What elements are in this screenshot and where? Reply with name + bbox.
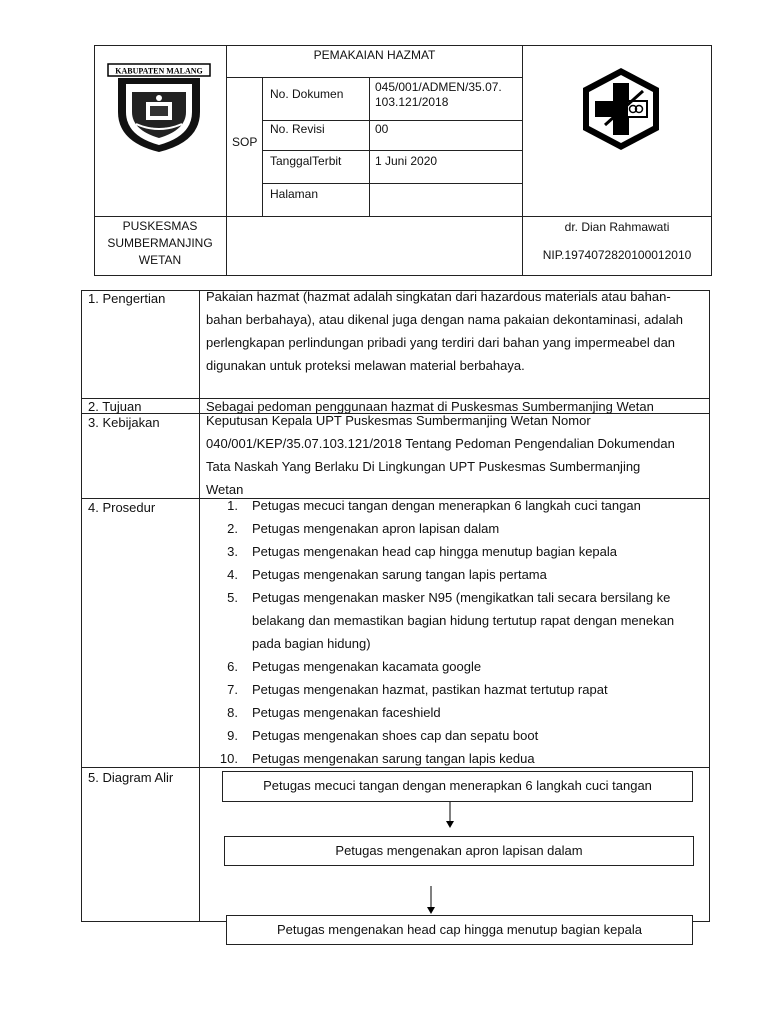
step-text: Petugas mengenakan hazmat, pastikan hazmat tertutup rapat — [252, 682, 608, 697]
step-item — [200, 517, 700, 540]
no-dokumen-value: 045/001/ADMEN/35.07. 103.121/2018 — [375, 80, 502, 109]
tujuan-label: 2. Tujuan — [88, 399, 142, 414]
step-number: 8. — [227, 705, 238, 720]
flow-box-2: Petugas mengenakan apron lapisan dalam — [224, 836, 694, 866]
logo-text: KABUPATEN MALANG — [115, 66, 203, 76]
signer-nip: NIP.1974072820100012010 — [542, 248, 692, 262]
kebijakan-label: 3. Kebijakan — [88, 415, 160, 430]
step-item — [200, 655, 700, 678]
tanggal-terbit-label: TanggalTerbit — [270, 154, 342, 168]
step-number: 3. — [227, 544, 238, 559]
step-number: 7. — [227, 682, 238, 697]
step-number: 9. — [227, 728, 238, 743]
step-number: 1. — [227, 498, 238, 513]
halaman-label: Halaman — [270, 187, 319, 201]
kabupaten-malang-logo — [106, 62, 212, 154]
no-revisi-value: 00 — [375, 122, 389, 136]
step-item — [200, 747, 700, 770]
step-text: Petugas mengenakan head cap hingga menutup bagian kepala — [252, 544, 618, 559]
document-title: PEMAKAIAN HAZMAT — [313, 48, 436, 62]
flow-box-1: Petugas mecuci tangan dengan menerapkan 6 langkah cuci tangan — [222, 771, 693, 802]
step-item — [200, 678, 700, 701]
step-number: 2. — [227, 521, 238, 536]
step-text: Petugas mengenakan apron lapisan dalam — [252, 521, 500, 536]
step-number: 4. — [227, 567, 238, 582]
step-item — [200, 586, 700, 655]
flow-box-3: Petugas mengenakan head cap hingga menutup bagian kepala — [226, 915, 693, 945]
flow-arrow-1 — [444, 802, 456, 828]
step-item — [200, 701, 700, 724]
kebijakan-text: Keputusan Kepala UPT Puskesmas Sumbermanjing Wetan Nomor 040/001/KEP/35.07.103.121/2018 Tentang Pedoman Pengendalian Dokumendan Tata Naskah Yang Berlaku Di Lingkungan UPT Puskesmas Sumbermanjing Wetan — [206, 413, 675, 497]
step-item — [200, 563, 700, 586]
no-revisi-label: No. Revisi — [270, 122, 325, 136]
step-number: 10. — [219, 751, 238, 766]
step-text: Petugas mengenakan masker N95 (mengikatkan tali secara bersilang ke belakang dan memastikan bagian hidung tertutup rapat dengan menekan pada bagian hidung) — [252, 590, 675, 651]
step-item — [200, 494, 700, 517]
step-item — [200, 540, 700, 563]
tujuan-text: Sebagai pedoman penggunaan hazmat di Puskesmas Sumbermanjing Wetan — [206, 399, 654, 414]
step-text: Petugas mengenakan kacamata google — [252, 659, 482, 674]
signer-name: dr. Dian Rahmawati — [564, 220, 670, 234]
tanggal-terbit-value: 1 Juni 2020 — [375, 154, 438, 168]
pengertian-text: Pakaian hazmat (hazmat adalah singkatan dari hazardous materials atau bahan-bahan berbahaya), atau dikenal juga dengan nama pakaian dekontaminasi, adalah perlengkapan perlindungan pribadi yang terdiri dari bahan yang impermeabel dan digunakan untuk proteksi melawan material berbahaya. — [206, 289, 684, 373]
sop-label: SOP — [232, 135, 258, 149]
pengertian-label: 1. Pengertian — [88, 291, 166, 306]
step-text: Petugas mengenakan sarung tangan lapis kedua — [252, 751, 535, 766]
step-text: Petugas mecuci tangan dengan menerapkan 6 langkah cuci tangan — [252, 498, 641, 513]
diagram-label: 5. Diagram Alir — [88, 770, 174, 785]
step-number: 6. — [227, 659, 238, 674]
step-text: Petugas mengenakan sarung tangan lapis pertama — [252, 567, 547, 582]
prosedur-label: 4. Prosedur — [88, 500, 156, 515]
puskesmas-name: PUSKESMAS SUMBERMANJING WETAN — [107, 219, 213, 267]
prosedur-steps — [200, 494, 700, 770]
flow-arrow-2 — [425, 886, 437, 914]
puskesmas-logo — [577, 65, 665, 153]
no-dokumen-label: No. Dokumen — [270, 87, 344, 101]
step-item — [200, 724, 700, 747]
step-number: 5. — [227, 590, 238, 605]
step-text: Petugas mengenakan shoes cap dan sepatu boot — [252, 728, 539, 743]
step-text: Petugas mengenakan faceshield — [252, 705, 441, 720]
